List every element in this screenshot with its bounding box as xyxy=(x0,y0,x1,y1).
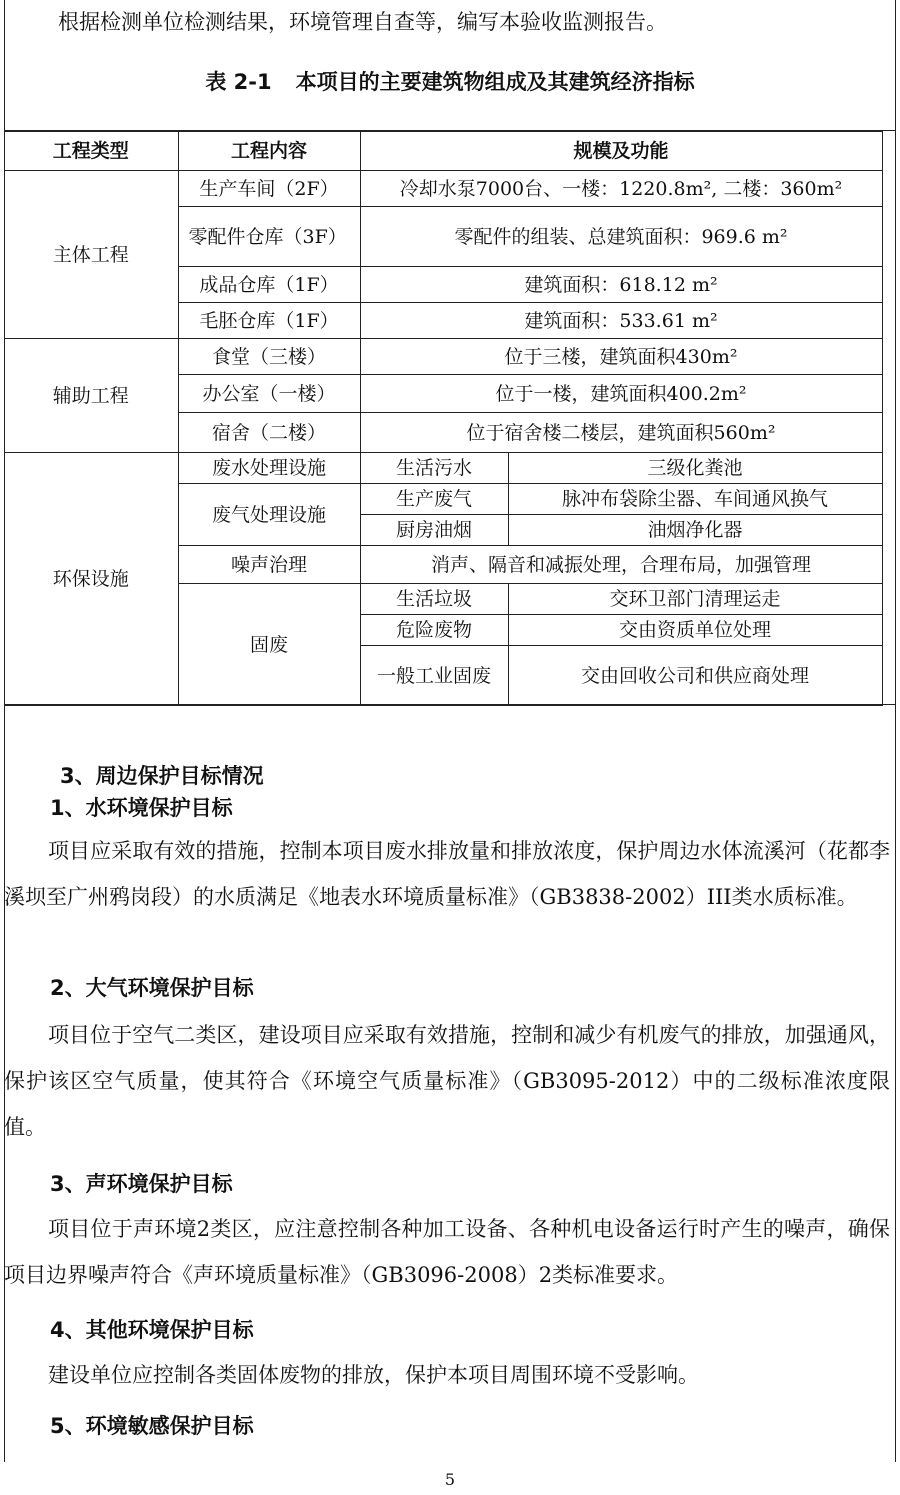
target-heading-water: 1、水环境保护目标 xyxy=(50,796,233,820)
content-cell: 成品仓库（1F） xyxy=(178,267,360,303)
measure-cell: 脉冲布袋除尘器、车间通风换气 xyxy=(508,484,882,515)
table-row xyxy=(4,453,882,484)
scale-cell: 冷却水泵7000台、一楼：1220.8m², 二楼：360m² xyxy=(360,171,882,207)
sub-cell: 生产废气 xyxy=(360,484,508,515)
content-cell: 固废 xyxy=(178,584,360,706)
header-type: 工程类型 xyxy=(4,132,178,171)
content-cell: 毛胚仓库（1F） xyxy=(178,303,360,339)
header-scale: 规模及功能 xyxy=(360,132,882,171)
measure-cell: 交由资质单位处理 xyxy=(508,615,882,646)
sub-cell: 危险废物 xyxy=(360,615,508,646)
content-cell: 办公室（一楼） xyxy=(178,375,360,413)
building-composition-table xyxy=(4,131,883,706)
target-heading-other: 4、其他环境保护目标 xyxy=(50,1318,254,1342)
sub-cell: 生活污水 xyxy=(360,453,508,484)
sub-cell: 生活垃圾 xyxy=(360,584,508,615)
table-bottom-rule xyxy=(4,704,896,705)
target-text-air: 项目位于空气二类区，建设项目应采取有效措施，控制和减少有机废气的排放，加强通风，保护该区空气质量，使其符合《环境空气质量标准》（GB3095-2012）中的二级标准浓度限值。 xyxy=(4,1023,890,1139)
target-heading-sensitive: 5、环境敏感保护目标 xyxy=(50,1414,254,1438)
content-cell: 食堂（三楼） xyxy=(178,339,360,375)
measure-cell: 油烟净化器 xyxy=(508,515,882,546)
table-header-row xyxy=(4,132,882,171)
scale-cell: 建筑面积：533.61 m² xyxy=(360,303,882,339)
measure-cell: 交环卫部门清理运走 xyxy=(508,584,882,615)
content-cell: 废气处理设施 xyxy=(178,484,360,546)
scale-cell: 位于宿舍楼二楼层，建筑面积560m² xyxy=(360,413,882,453)
sub-cell: 厨房油烟 xyxy=(360,515,508,546)
measure-cell: 交由回收公司和供应商处理 xyxy=(508,646,882,706)
header-content: 工程内容 xyxy=(178,132,360,171)
section-heading: 3、周边保护目标情况 xyxy=(60,764,264,788)
target-text-water: 项目应采取有效的措施，控制本项目废水排放量和排放浓度，保护周边水体流溪河（花都李溪坝至广州鸦岗段）的水质满足《地表水环境质量标准》（GB3838-2002）III类水质标准。 xyxy=(4,839,890,909)
intro-text: 根据检测单位检测结果，环境管理自查等，编写本验收监测报告。 xyxy=(58,10,667,34)
scale-cell: 位于三楼，建筑面积430m² xyxy=(360,339,882,375)
scale-cell: 位于一楼，建筑面积400.2m² xyxy=(360,375,882,413)
type-cell: 辅助工程 xyxy=(4,339,178,453)
page-number: 5 xyxy=(444,1470,456,1489)
type-cell: 主体工程 xyxy=(4,171,178,339)
table-row xyxy=(4,171,882,207)
target-heading-air: 2、大气环境保护目标 xyxy=(50,976,254,1000)
table-row xyxy=(4,339,882,375)
table-caption-number: 表 2-1 xyxy=(205,70,272,94)
measure-cell: 消声、隔音和减振处理，合理布局，加强管理 xyxy=(360,546,882,584)
measure-cell: 三级化粪池 xyxy=(508,453,882,484)
scale-cell: 零配件的组装、总建筑面积：969.6 m² xyxy=(360,207,882,267)
target-text-other: 建设单位应控制各类固体废物的排放，保护本项目周围环境不受影响。 xyxy=(48,1363,699,1387)
table-caption xyxy=(0,66,900,96)
target-heading-noise: 3、声环境保护目标 xyxy=(50,1172,233,1196)
content-cell: 宿舍（二楼） xyxy=(178,413,360,453)
content-cell: 生产车间（2F） xyxy=(178,171,360,207)
scale-cell: 建筑面积：618.12 m² xyxy=(360,267,882,303)
content-cell: 零配件仓库（3F） xyxy=(178,207,360,267)
content-cell: 噪声治理 xyxy=(178,546,360,584)
content-cell: 废水处理设施 xyxy=(178,453,360,484)
type-cell: 环保设施 xyxy=(4,453,178,706)
table-caption-title: 本项目的主要建筑物组成及其建筑经济指标 xyxy=(295,70,695,94)
sub-cell: 一般工业固废 xyxy=(360,646,508,706)
target-text-noise: 项目位于声环境2类区，应注意控制各种加工设备、各种机电设备运行时产生的噪声，确保项目边界噪声符合《声环境质量标准》（GB3096-2008）2类标准要求。 xyxy=(4,1217,890,1287)
